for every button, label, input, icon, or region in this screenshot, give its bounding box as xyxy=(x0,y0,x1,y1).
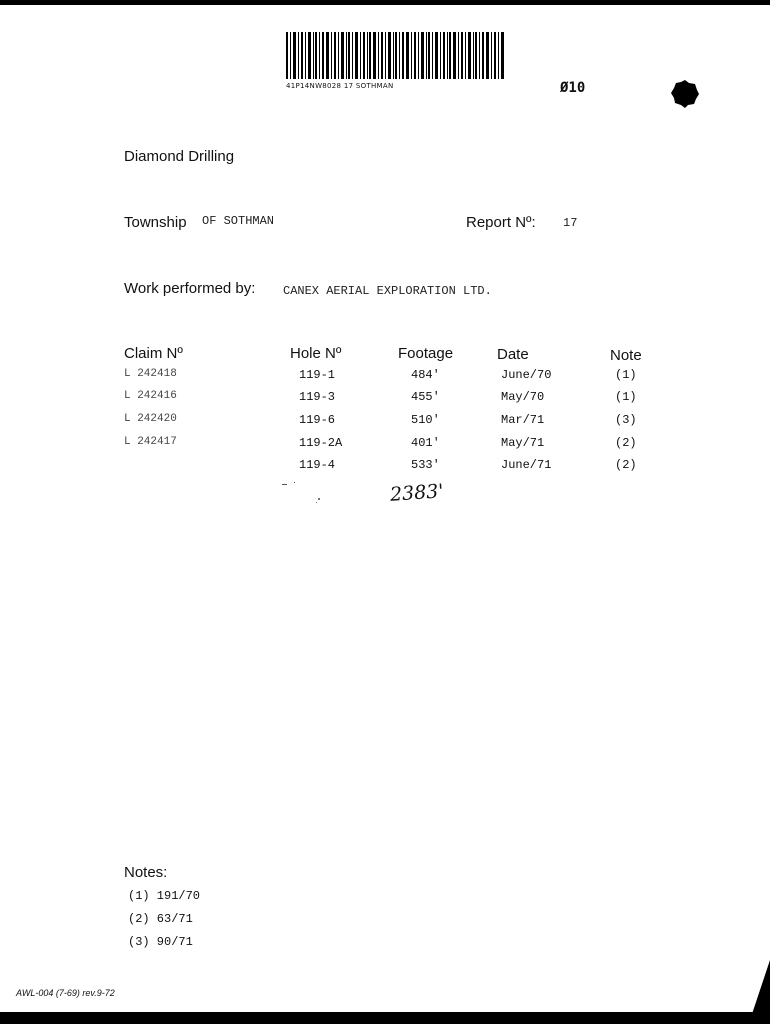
footage: 401' xyxy=(411,436,440,450)
note-item: (1) 191/70 xyxy=(128,889,201,903)
barcode-text: 41P14NW8028 17 SOTHMAN xyxy=(286,82,394,90)
hole-number: 119-6 xyxy=(299,413,336,427)
footage: 510' xyxy=(411,413,440,427)
column-header-hole: Hole Nº xyxy=(290,345,342,362)
column-header-footage: Footage xyxy=(398,345,454,362)
scan-specks xyxy=(280,478,340,508)
note-ref: (1) xyxy=(615,368,637,382)
hole-number: 119-2A xyxy=(299,436,343,450)
footage: 484' xyxy=(411,368,440,382)
work-performed-label: Work performed by: xyxy=(124,280,256,297)
handwritten-total-footage: 2383' xyxy=(389,480,445,506)
note-ref: (3) xyxy=(615,413,637,427)
table-row xyxy=(0,413,770,433)
note-ref: (2) xyxy=(615,458,637,472)
township-label: Township xyxy=(124,214,187,231)
table-row xyxy=(0,390,770,410)
claim-number: L 242417 xyxy=(124,436,177,448)
note-ref: (1) xyxy=(615,390,637,404)
date: June/71 xyxy=(501,458,552,472)
note-item: (2) 63/71 xyxy=(128,912,193,926)
date: May/70 xyxy=(501,390,545,404)
table-row xyxy=(0,436,770,456)
scan-border-bottom xyxy=(0,1012,770,1024)
note-ref: (2) xyxy=(615,436,637,450)
hole-number: 119-1 xyxy=(299,368,336,382)
document-number: Ø10 xyxy=(560,80,586,96)
claim-number: L 242420 xyxy=(124,413,177,425)
table-row xyxy=(0,458,770,478)
hole-number: 119-4 xyxy=(299,458,336,472)
scan-corner-shadow xyxy=(752,960,770,1014)
date: June/70 xyxy=(501,368,552,382)
footage: 533' xyxy=(411,458,440,472)
hole-number: 119-3 xyxy=(299,390,336,404)
work-performed-value: CANEX AERIAL EXPLORATION LTD. xyxy=(283,284,492,298)
notes-label: Notes: xyxy=(124,864,168,881)
report-number-label: Report Nº: xyxy=(466,214,536,231)
punch-hole-mark xyxy=(670,78,700,108)
barcode xyxy=(286,32,504,79)
township-value: OF SOTHMAN xyxy=(202,214,275,228)
note-item: (3) 90/71 xyxy=(128,935,193,949)
date: May/71 xyxy=(501,436,545,450)
table-row xyxy=(0,368,770,388)
form-code: AWL-004 (7-69) rev.9-72 xyxy=(16,988,115,998)
form-title: Diamond Drilling xyxy=(124,148,235,165)
scan-border-top xyxy=(0,0,770,5)
footage: 455' xyxy=(411,390,440,404)
report-number-value: 17 xyxy=(563,216,578,230)
date: Mar/71 xyxy=(501,413,545,427)
column-header-note: Note xyxy=(610,347,642,364)
column-header-claim: Claim Nº xyxy=(124,345,183,362)
claim-number: L 242416 xyxy=(124,390,177,402)
column-header-date: Date xyxy=(497,346,529,363)
claim-number: L 242418 xyxy=(124,368,177,380)
